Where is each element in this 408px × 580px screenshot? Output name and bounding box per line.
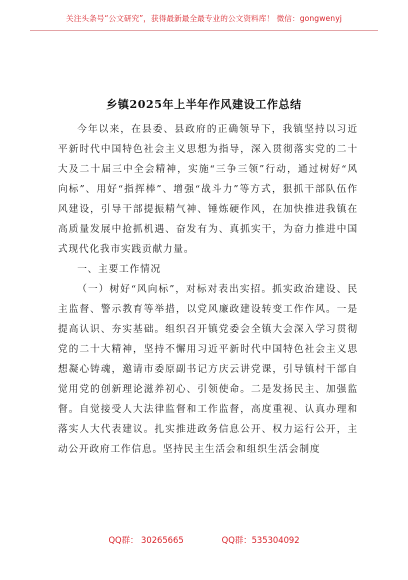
- footer-qq-group-2: QQ群：535304092: [221, 535, 300, 545]
- document-body: [58, 120, 358, 460]
- document-title: 乡镇2025年上半年作风建设工作总结: [106, 98, 302, 111]
- paragraph-section-1: （一）树好“风向标”，对标对表出实招。抓实政治建设、民主监督、警示教育等举措，以党风廉政建设转变工作作风。一是提高认识、夯实基础。组织召开镇党委会全镇大会深入学习贯彻党的二十大精神，坚持不懈用习近平新时代中国特色社会主义思想凝心铸魂，邀请市委原副书记方庆云讲党课，引导镇村干部自觉用党的创新理论滋养初心、引领使命。二是发扬民主、加强监督。自觉接受人大法律监督和工作监督，高度重视、认真办理和落实人大代表建议。扎实推进政务信息公开、权力运行公开，主动公开政府工作信息。坚持民主生活会和组织生活会制度: [58, 284, 358, 455]
- footer-contact: [0, 534, 408, 546]
- header-promo-note: 关注头条号“公文研究”，获得最新最全最专业的公文资料库！ 微信：gongwenyj: [66, 14, 342, 23]
- paragraph-intro: 今年以来，在县委、县政府的正确领导下，我镇坚持以习近平新时代中国特色社会主义思想为指导，深入贯彻落实党的二十大及二十届三中全会精神，实施“三争三领”行动，通过树好“风向标”、用好“指挥棒”、增强“战斗力”等方式，狠抓干部队伍作风建设，引导干部提振精气神、锤炼硬作风，在加快推进我镇在高质量发展中抢抓机遇、奋发有为、真抓实干，为奋力推进中国式现代化我市实践贡献力量。: [58, 124, 358, 255]
- footer-qq-group-1: QQ群： 30265665: [108, 535, 184, 545]
- section-heading: 一、主要工作情况: [77, 264, 162, 275]
- header-divider: [30, 30, 378, 31]
